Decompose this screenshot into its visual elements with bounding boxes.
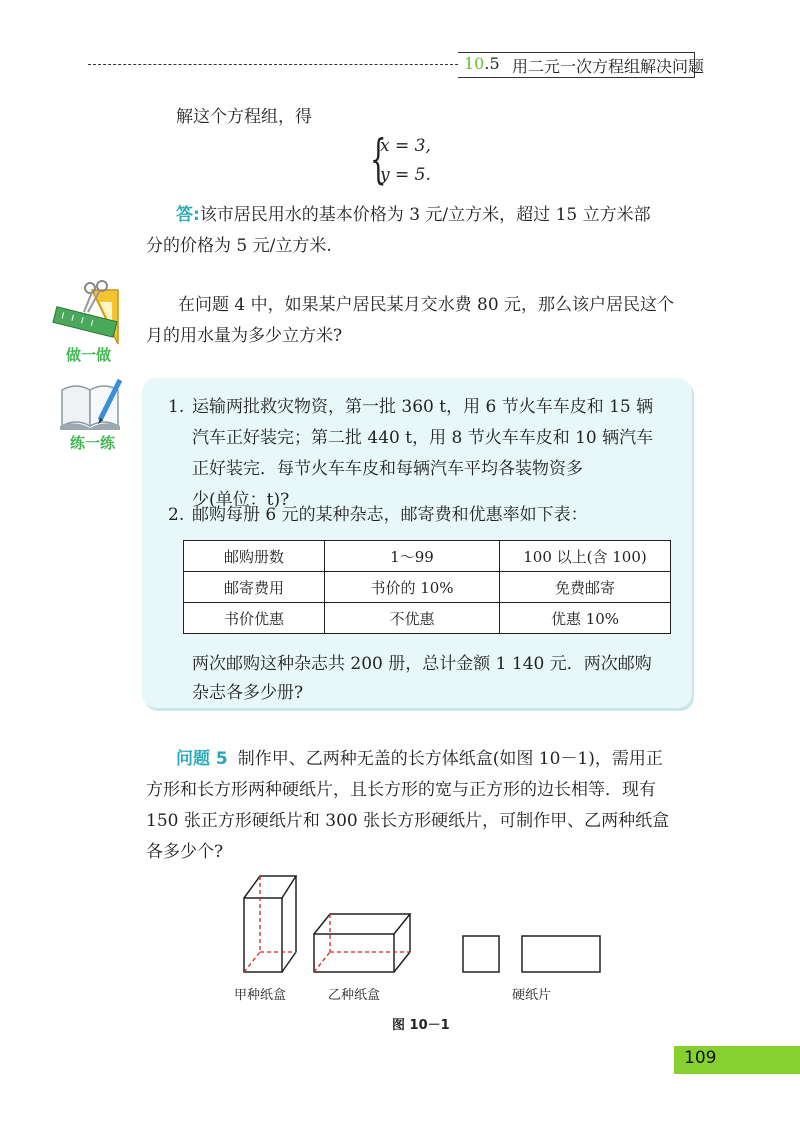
problem5-line-2: 方形和长方形两种硬纸片，且长方形的宽与正方形的边长相等．现有 <box>146 780 656 800</box>
square-piece <box>463 936 499 972</box>
box-a-hidden-edges <box>244 876 296 972</box>
table-row <box>184 541 671 572</box>
q1-line: 少(单位：t)? <box>192 490 290 510</box>
mail-order-table <box>183 540 671 634</box>
problem5-line-4: 各多少个? <box>146 842 224 862</box>
table-cell: 邮寄费用 <box>184 572 325 603</box>
table-cell: 1～99 <box>325 541 500 572</box>
q1-line: 汽车正好装完；第二批 440 t，用 8 节火车车皮和 10 辆汽车 <box>192 428 654 448</box>
equation-2: y = 5. <box>380 165 431 185</box>
page-number: 109 <box>684 1048 717 1068</box>
equation-system <box>380 132 431 190</box>
system-brace: { <box>370 130 387 190</box>
box-b-drawing <box>314 914 410 972</box>
section-title: 用二元一次方程组解决问题 <box>512 57 705 76</box>
answer-line-2: 分的价格为 5 元/立方米. <box>146 236 332 256</box>
table-cell: 免费邮寄 <box>500 572 671 603</box>
table-cell: 100 以上(含 100) <box>500 541 671 572</box>
problem5-line-3: 150 张正方形硬纸片和 300 张长方形硬纸片，可制作甲、乙两种纸盒 <box>146 811 670 831</box>
do-it-line-1: 在问题 4 中，如果某户居民某月交水费 80 元，那么该户居民这个 <box>178 295 675 315</box>
table-cell: 优惠 10% <box>500 603 671 634</box>
practice-icon <box>56 376 136 456</box>
figure-caption: 图 10－1 <box>392 1018 450 1033</box>
equation-1: x = 3, <box>380 136 431 156</box>
table-row <box>184 572 671 603</box>
do-it-icon <box>48 278 128 368</box>
table-row <box>184 603 671 634</box>
q1-text <box>192 392 672 516</box>
figure-label-b: 乙种纸盒 <box>328 988 381 1003</box>
table-cell: 不优惠 <box>325 603 500 634</box>
q1-line: 运输两批救灾物资，第一批 360 t，用 6 节火车车皮和 15 辆 <box>192 397 654 417</box>
problem5-label: 问题 5 <box>176 749 228 769</box>
figure-10-1 <box>230 868 610 978</box>
solve-text: 解这个方程组，得 <box>176 107 312 127</box>
figure-label-a: 甲种纸盒 <box>234 988 287 1003</box>
answer-line-1: 答:该市居民用水的基本价格为 3 元/立方米，超过 15 立方米部 <box>176 205 651 225</box>
q2-number: 2. <box>168 505 185 525</box>
header-rule <box>88 64 458 65</box>
table-cell: 书价优惠 <box>184 603 325 634</box>
problem5-line-1: 问题 5 制作甲、乙两种无盖的长方体纸盒(如图 10－1)，需用正 <box>176 749 663 769</box>
ruler-scissors-icon <box>48 278 128 348</box>
notebook-pencil-icon <box>56 376 128 432</box>
table-cell: 邮购册数 <box>184 541 325 572</box>
section-number: 10.5 <box>464 54 500 73</box>
practice-label: 练一练 <box>70 434 116 452</box>
q1-number: 1. <box>168 397 185 417</box>
box-b-hidden-edges <box>314 914 410 972</box>
do-it-label: 做一做 <box>66 346 112 364</box>
q2-after-line-1: 两次邮购这种杂志共 200 册，总计金额 1 140 元．两次邮购 <box>192 654 652 674</box>
box-a-drawing <box>244 876 296 972</box>
q1-line: 正好装完．每节火车车皮和每辆汽车平均各装物资多 <box>192 459 583 479</box>
q2-after-line-2: 杂志各多少册? <box>192 683 304 703</box>
rectangle-piece <box>522 936 600 972</box>
answer-label: 答: <box>176 205 200 225</box>
q2-text: 邮购每册 6 元的某种杂志，邮寄费和优惠率如下表： <box>192 505 588 525</box>
table-cell: 书价的 10% <box>325 572 500 603</box>
do-it-line-2: 月的用水量为多少立方米? <box>146 326 343 346</box>
figure-label-c: 硬纸片 <box>512 988 552 1003</box>
